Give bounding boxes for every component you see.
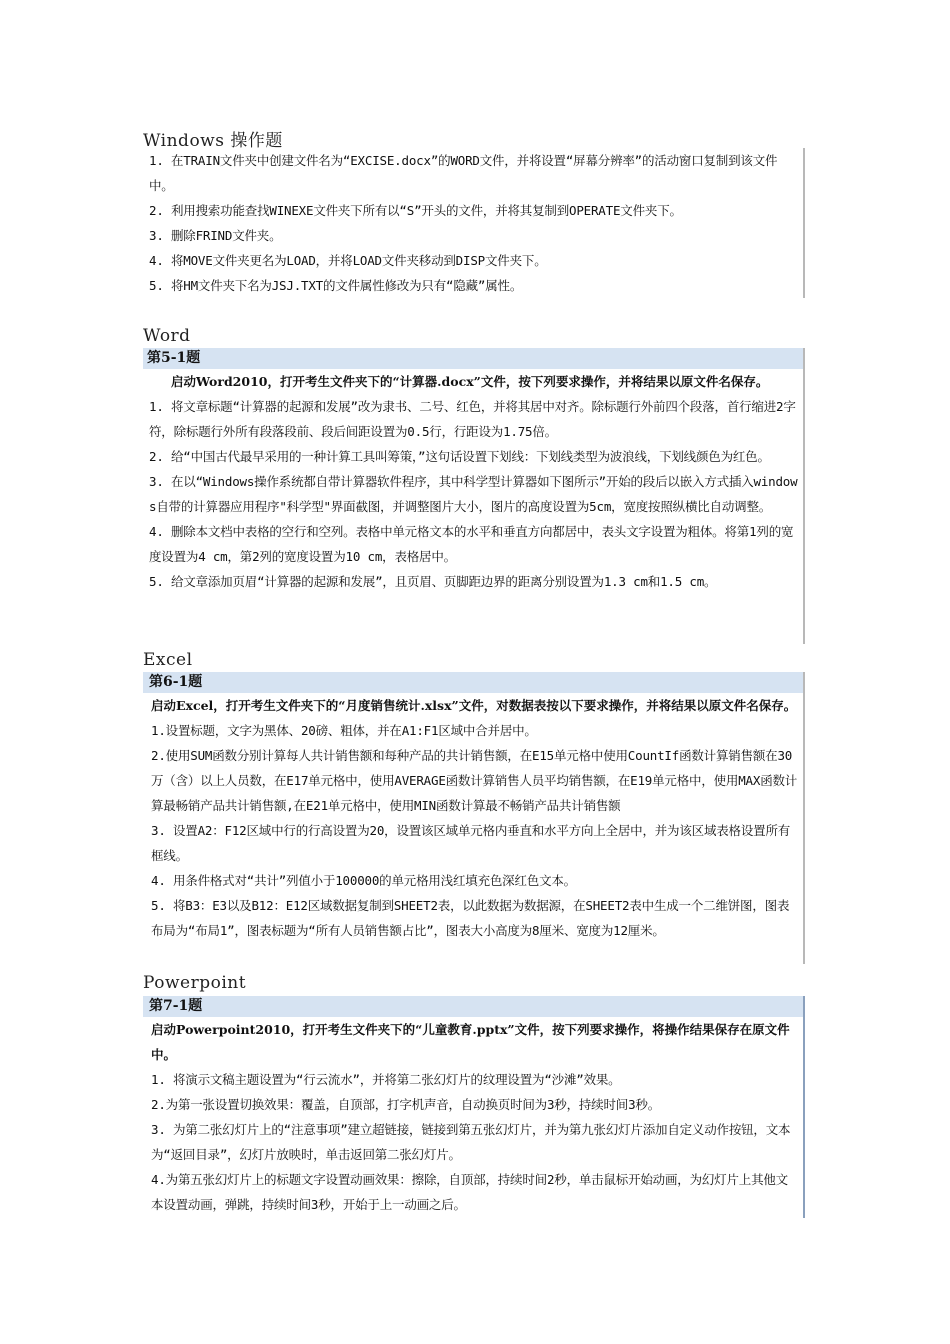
list-item: 1. 将文章标题“计算器的起源和发展”改为隶书、二号、红色，并将其居中对齐。除标题行外前四个段落，首行缩进2字符，除标题行外所有段落段前、段后间距设置为0.5行，行距设为1.75倍。 [149,399,796,439]
list-item: 1.设置标题，文字为黑体、20磅、粗体，并在A1:F1区域中合并居中。 [151,723,537,738]
list-item: 4. 将MOVE文件夹更名为LOAD，并将LOAD文件夹移动到DISP文件夹下。 [149,253,547,268]
list-item: 2.为第一张设置切换效果：覆盖，自顶部，打字机声音，自动换页时间为3秒，持续时间3秒。 [151,1097,661,1112]
list-item: 3. 删除FRIND文件夹。 [149,228,282,243]
powerpoint-body [143,1017,805,1217]
question-title: 第6-1题 [143,672,805,693]
list-item: 3. 设置A2：F12区域中行的行高设置为20，设置该区域单元格内垂直和水平方向上全居中，并为该区域表格设置所有框线。 [151,823,791,863]
question-lead: 启动Word2010，打开考生文件夹下的“计算器.docx”文件，按下列要求操作，并将结果以原文件名保存。 [171,374,769,389]
question-lead: 启动Powerpoint2010，打开考生文件夹下的“儿童教育.pptx”文件，按下列要求操作，将操作结果保存在原文件中。 [151,1022,790,1062]
excel-body [143,693,805,943]
windows-items [143,148,805,298]
word-body [143,369,805,594]
question-title: 第7-1题 [143,996,805,1017]
list-item: 4. 删除本文档中表格的空行和空列。表格中单元格文本的水平和垂直方向都居中，表头文字设置为粗体。将第1列的宽度设置为4 cm，第2列的宽度设置为10 cm，表格居中。 [149,524,794,564]
word-block [143,348,805,644]
excel-block [143,672,805,964]
list-item: 3. 在以“Windows操作系统都自带计算器软件程序，其中科学型计算器如下图所示”开始的段后以嵌入方式插入windows自带的计算器应用程序"科学型"界面截图，并调整图片大小，图片的高度设置为5cm，宽度按照纵横比自动调整。 [149,474,798,514]
list-item: 2.使用SUM函数分别计算每人共计销售额和每种产品的共计销售额，在E15单元格中使用CountIf函数计算销售额在30万（含）以上人员数，在E17单元格中，使用AVERAGE函数计算销售人员平均销售额，在E19单元格中，使用MAX函数计算最畅销产品共计销售额,在E21单元格中，使用MIN函数计算最不畅销产品共计销售额 [151,748,798,813]
list-item: 2. 利用搜索功能查找WINEXE文件夹下所有以“S”开头的文件，并将其复制到OPERATE文件夹下。 [149,203,682,218]
powerpoint-block [143,996,805,1218]
list-item: 2. 给“中国古代最早采用的一种计算工具叫筹策，”这句话设置下划线：下划线类型为波浪线，下划线颜色为红色。 [149,449,770,464]
list-item: 4.为第五张幻灯片上的标题文字设置动画效果：擦除，自顶部，持续时间2秒，单击鼠标开始动画，为幻灯片上其他文本设置动画，弹跳，持续时间3秒，开始于上一动画之后。 [151,1172,788,1212]
question-title: 第5-1题 [143,348,805,369]
right-border [803,996,805,1218]
list-item: 1. 在TRAIN文件夹中创建文件名为“EXCISE.docx”的WORD文件，并将设置“屏幕分辨率”的活动窗口复制到该文件中。 [149,153,778,193]
question-lead: 启动Excel，打开考生文件夹下的“月度销售统计.xlsx”文件，对数据表按以下要求操作，并将结果以原文件名保存。 [151,698,797,713]
right-border [803,148,805,298]
list-item: 4. 用条件格式对“共计”列值小于100000的单元格用浅红填充色深红色文本。 [151,873,576,888]
right-border [803,672,805,964]
list-item: 1. 将演示文稿主题设置为“行云流水”，并将第二张幻灯片的纹理设置为“沙滩”效果。 [151,1072,621,1087]
list-item: 5. 给文章添加页眉“计算器的起源和发展”，且页眉、页脚距边界的距离分别设置为1.3 cm和1.5 cm。 [149,574,717,589]
excel-heading: Excel [143,650,193,670]
windows-block [143,148,805,298]
list-item: 5. 将B3：E3以及B12：E12区域数据复制到SHEET2表，以此数据为数据源，在SHEET2表中生成一个二维饼图，图表布局为“布局1”，图表标题为“所有人员销售额占比”，图表大小高度为8厘米、宽度为12厘米。 [151,898,790,938]
powerpoint-heading: Powerpoint [143,973,247,993]
word-heading: Word [143,326,191,346]
right-border [803,348,805,644]
windows-heading: Windows 操作题 [143,131,283,151]
list-item: 5. 将HM文件夹下名为JSJ.TXT的文件属性修改为只有“隐藏”属性。 [149,278,523,293]
list-item: 3. 为第二张幻灯片上的“注意事项”建立超链接，链接到第五张幻灯片，并为第九张幻灯片添加自定义动作按钮，文本为“返回目录”，幻灯片放映时，单击返回第二张幻灯片。 [151,1122,791,1162]
